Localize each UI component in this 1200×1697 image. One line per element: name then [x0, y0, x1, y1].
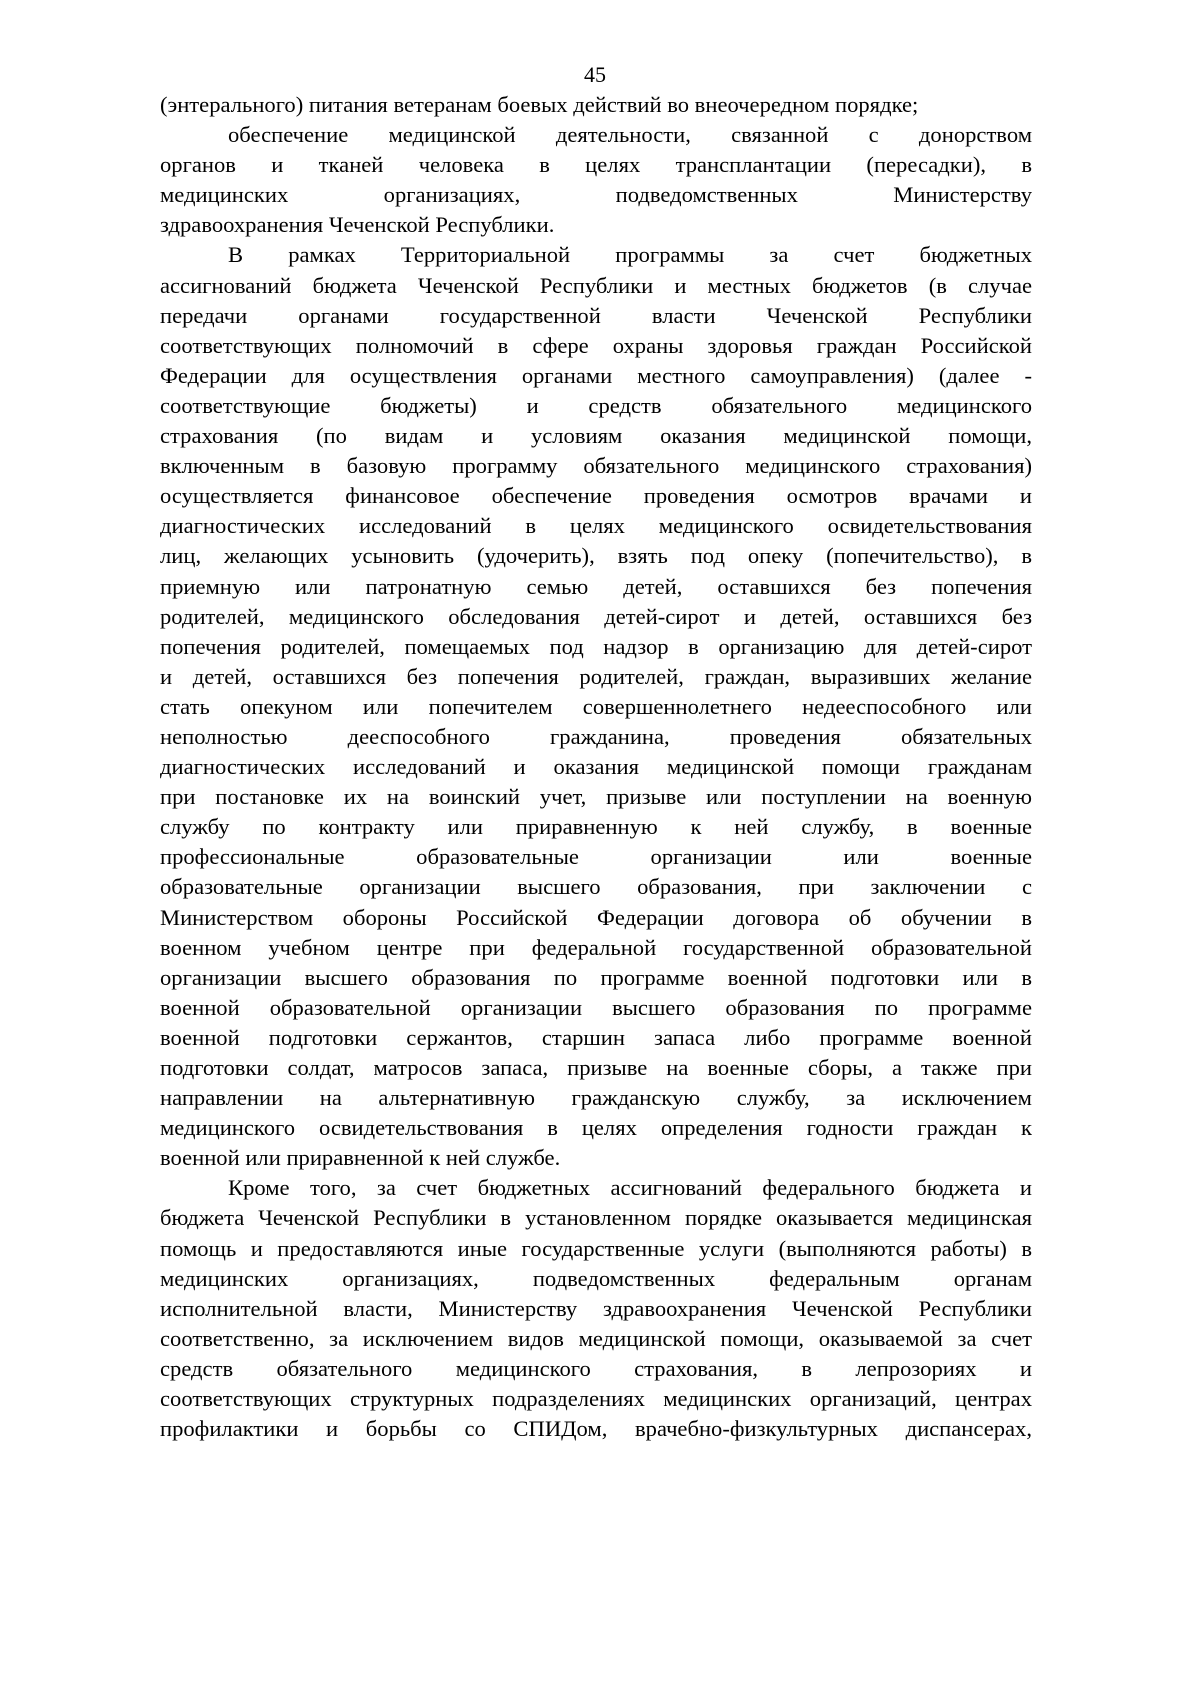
text-line: соответствующие бюджеты) и средств обязательного медицинского — [160, 392, 1032, 418]
text-line: бюджета Чеченской Республики в установленном порядке оказывается медицинская — [160, 1205, 1032, 1231]
text-line: передачи органами государственной власти Чеченской Республики — [160, 302, 1032, 328]
text-line: стать опекуном или попечителем совершеннолетнего недееспособного или — [160, 693, 1032, 719]
text-line: средств обязательного медицинского страхования, в лепрозориях и — [160, 1355, 1032, 1381]
text-line: органов и тканей человека в целях трансплантации (пересадки), в — [160, 152, 1032, 178]
text-line: военной или приравненной к ней службе. — [160, 1145, 561, 1171]
text-line: профилактики и борьбы со СПИДом, врачебно-физкультурных диспансерах, — [160, 1416, 1032, 1442]
paragraph — [160, 1173, 1032, 1444]
text-line: неполностью дееспособного гражданина, проведения обязательных — [160, 723, 1032, 749]
text-line: службу по контракту или приравненную к ней службу, в военные — [160, 814, 1032, 840]
text-line: В рамках Территориальной программы за счет бюджетных — [228, 242, 1032, 268]
text-line: медицинских организациях, подведомственных федеральным органам — [160, 1265, 1032, 1291]
text-line: (энтерального) питания ветеранам боевых действий во внеочередном порядке; — [160, 92, 919, 117]
text-line: медицинского освидетельствования в целях определения годности граждан к — [160, 1115, 1032, 1141]
document-body — [160, 90, 1032, 1444]
text-line: родителей, медицинского обследования детей-сирот и детей, оставшихся без — [160, 603, 1032, 629]
page-number: 45 — [584, 62, 606, 87]
text-line: и детей, оставшихся без попечения родителей, граждан, выразивших желание — [160, 663, 1032, 689]
text-line: исполнительной власти, Министерству здравоохранения Чеченской Республики — [160, 1295, 1032, 1321]
text-line: попечения родителей, помещаемых под надзор в организацию для детей-сирот — [160, 633, 1032, 659]
text-line: диагностических исследований и оказания медицинской помощи гражданам — [160, 754, 1032, 780]
paragraph — [160, 90, 1032, 120]
text-line: помощь и предоставляются иные государственные услуги (выполняются работы) в — [160, 1235, 1032, 1261]
text-line: военном учебном центре при федеральной государственной образовательной — [160, 934, 1032, 960]
text-line: военной образовательной организации высшего образования по программе — [160, 994, 1032, 1020]
text-line: профессиональные образовательные организации или военные — [160, 844, 1032, 870]
text-line: образовательные организации высшего образования, при заключении с — [160, 874, 1032, 900]
text-line: диагностических исследований в целях медицинского освидетельствования — [160, 513, 1032, 539]
text-line: соответствующих структурных подразделениях медицинских организаций, центрах — [160, 1386, 1032, 1412]
text-line: ассигнований бюджета Чеченской Республики и местных бюджетов (в случае — [160, 272, 1032, 298]
text-line: Федерации для осуществления органами местного самоуправления) (далее - — [160, 362, 1032, 388]
text-line: соответственно, за исключением видов медицинской помощи, оказываемой за счет — [160, 1325, 1032, 1351]
text-line: страхования (по видам и условиям оказания медицинской помощи, — [160, 423, 1032, 449]
text-line: Министерством обороны Российской Федерации договора об обучении в — [160, 904, 1032, 930]
text-line: медицинских организациях, подведомственных Министерству — [160, 182, 1032, 208]
text-line: обеспечение медицинской деятельности, связанной с донорством — [228, 122, 1032, 148]
text-line: здравоохранения Чеченской Республики. — [160, 212, 555, 238]
text-line: организации высшего образования по программе военной подготовки или в — [160, 964, 1032, 990]
text-line: Кроме того, за счет бюджетных ассигнований федерального бюджета и — [228, 1175, 1032, 1201]
paragraph — [160, 120, 1032, 240]
text-line: лиц, желающих усыновить (удочерить), взять под опеку (попечительство), в — [160, 543, 1032, 569]
text-line: осуществляется финансовое обеспечение проведения осмотров врачами и — [160, 483, 1032, 509]
text-line: соответствующих полномочий в сфере охраны здоровья граждан Российской — [160, 332, 1032, 358]
text-line: военной подготовки сержантов, старшин запаса либо программе военной — [160, 1024, 1032, 1050]
text-line: при постановке их на воинский учет, призыве или поступлении на военную — [160, 784, 1032, 810]
text-line: подготовки солдат, матросов запаса, призыве на военные сборы, а также при — [160, 1055, 1032, 1080]
text-line: направлении на альтернативную гражданскую службу, за исключением — [160, 1085, 1032, 1111]
paragraph — [160, 240, 1032, 1173]
text-line: приемную или патронатную семью детей, оставшихся без попечения — [160, 573, 1032, 599]
text-line: включенным в базовую программу обязательного медицинского страхования) — [160, 453, 1032, 479]
